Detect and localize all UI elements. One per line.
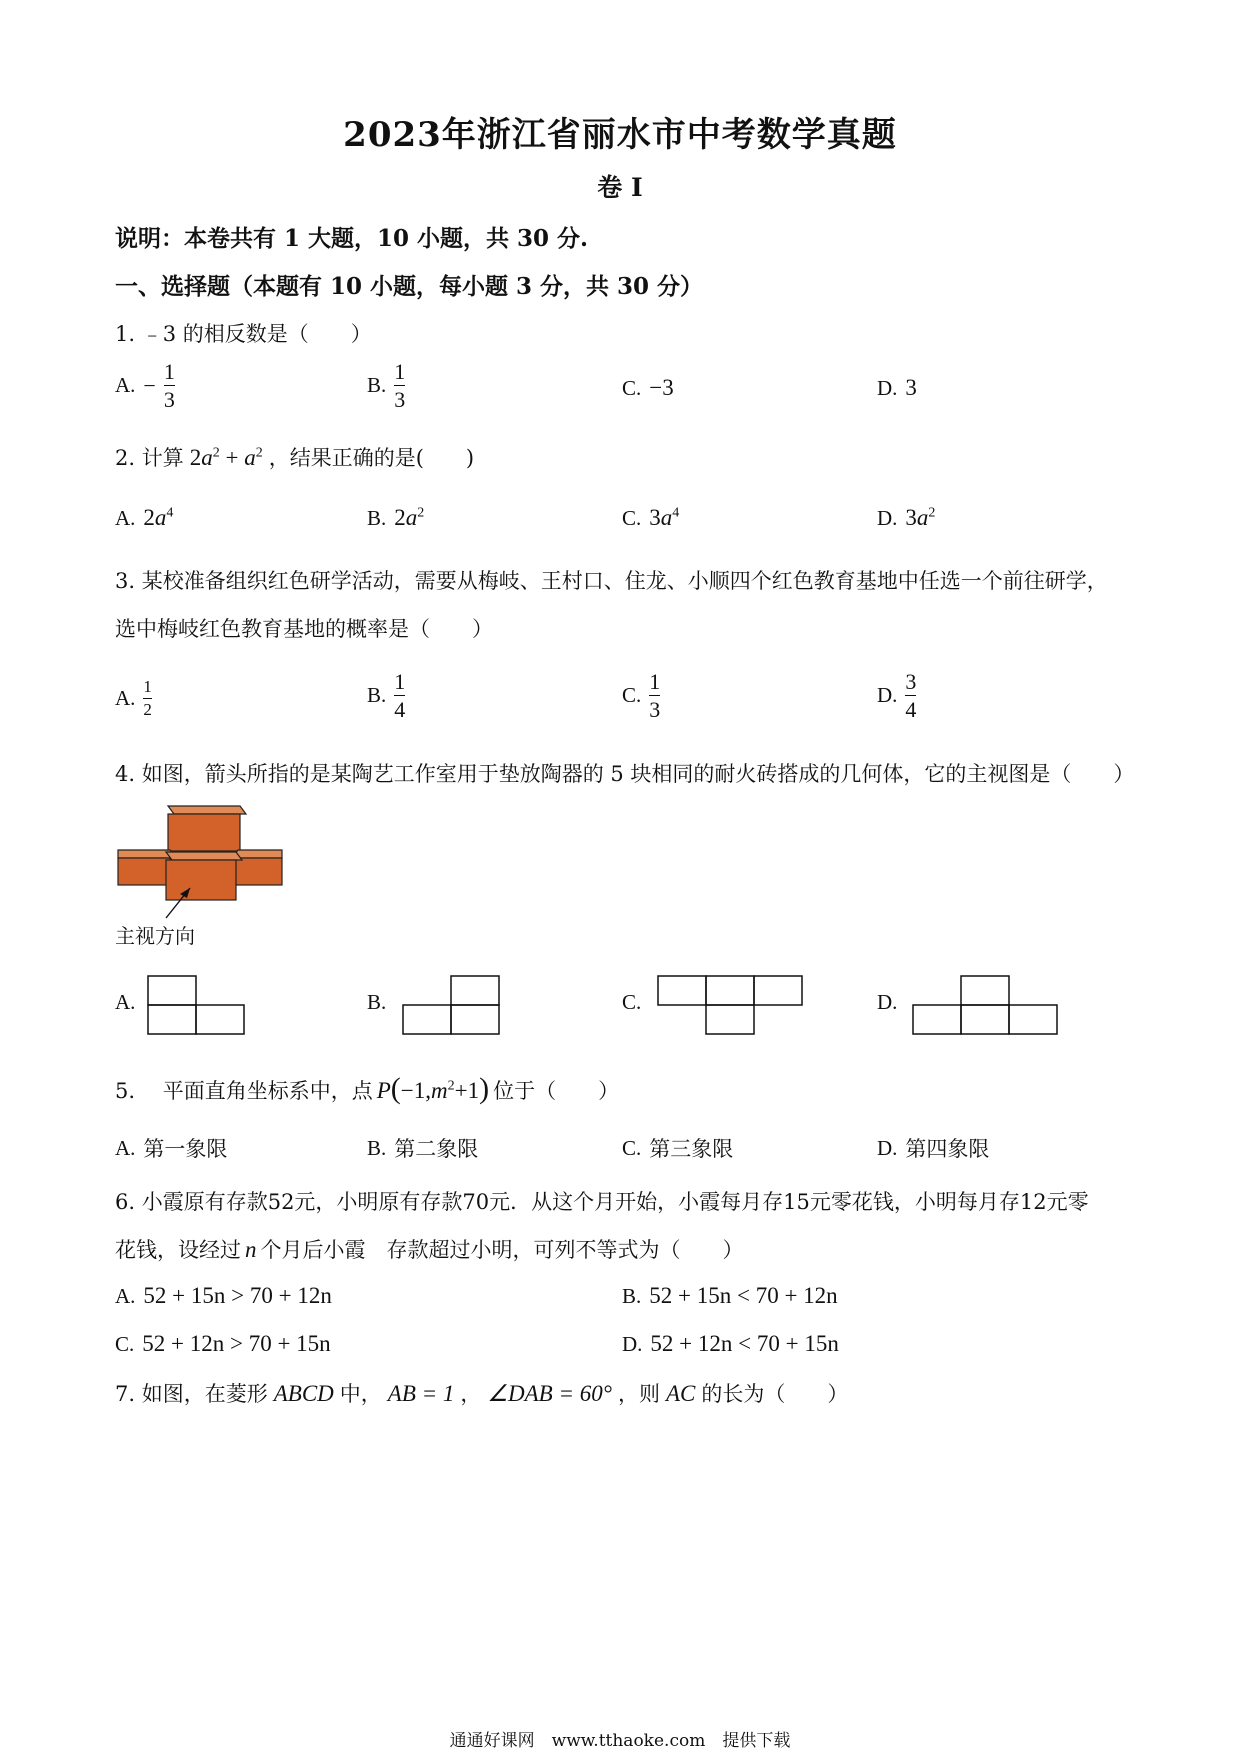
question-4-option-a: A. [115,990,136,1014]
fraction-numerator: 1 [163,359,175,384]
question-2-option-c: C. $3a^4$ [622,505,680,530]
page-title: 2023年浙江省丽水市中考数学真题 [343,115,897,155]
front-view-d [912,975,1062,1035]
fraction-numerator: 1 [394,359,406,384]
question-text: 2. 计算 [115,446,184,470]
instructions: 说明：本卷共有 1 大题，10 小题，共 30 分. [115,225,589,252]
question-5-option-a: A. 第一象限 [115,1135,228,1161]
question-6-stem-line1: 6. 小霞原有存款52元，小明原有存款70元．从这个月开始，小霞每月存15元零花钱，小明每月存12元零 [115,1190,1089,1214]
option-value: −3 [649,375,674,400]
question-1-option-c [622,375,674,401]
option-letter: C. [622,375,642,400]
question-1-option-d [877,375,917,401]
question-2-option-d: D. $3a^2$ [877,505,936,530]
brick-top [168,806,246,851]
question-7-stem: 7. 如图，在菱形 ABCD 中， AB = 1 ， ∠DAB = 60° ，则 AC 的长为（ ） [115,1381,849,1406]
question-4-option-c: C. [622,990,642,1014]
question-6-option-c: C. 52 + 12n > 70 + 15n [115,1331,331,1356]
question-5-option-d: D. 第四象限 [877,1135,990,1161]
brick-stack-figure [110,800,290,930]
option-sign: − [143,372,156,398]
brick-front [166,852,242,900]
question-4-stem: 4. 如图，箭头所指的是某陶艺工作室用于垫放陶器的 5 块相同的耐火砖搭成的几何体，它的主视图是（ ） [115,762,1135,786]
point-expression: $P(-1,m^2+1)$ [376,1072,490,1105]
question-5-option-b: B. 第二象限 [367,1135,479,1161]
front-view-c [657,975,807,1035]
section-heading: 一、选择题（本题有 10 小题，每小题 3 分，共 30 分） [115,273,704,300]
question-text: 位于（ ） [493,1079,620,1103]
brick-back-right [232,850,282,885]
question-1-option-a [115,360,175,411]
question-4-option-b: B. [367,990,387,1014]
option-letter: D. [877,375,898,400]
question-3-stem-line2: 选中梅岐红色教育基地的概率是（ ） [115,617,493,641]
question-3-stem-line1: 3. 某校准备组织红色研学活动，需要从梅岐、王村口、住龙、小顺四个红色教育基地中任选一个前往研学， [115,569,1108,593]
question-2-option-a: A. $2a^4$ [115,505,174,530]
expression: $2a^2 + a^2$ [189,445,263,470]
option-letter: A. [115,373,136,398]
front-view-a [147,975,247,1035]
question-3-option-c: C. $\frac{1}{3}$ [622,669,661,723]
question-1-stem: 1. ﹣3 的相反数是（ ） [115,322,372,346]
question-4-option-d: D. [877,990,898,1014]
question-6-option-a: A. 52 + 15n > 70 + 12n [115,1283,332,1308]
question-6-option-b: B. 52 + 15n < 70 + 12n [622,1283,838,1308]
question-text: 5. 平面直角坐标系中，点 [115,1079,373,1103]
question-5-option-c: C. 第三象限 [622,1135,734,1161]
question-6-option-d: D. 52 + 12n < 70 + 15n [622,1331,839,1356]
fraction-denominator: 3 [163,387,175,413]
question-1-option-b [367,360,405,411]
fraction-denominator: 3 [394,387,406,413]
option-value: 3 [905,375,917,400]
option-letter: B. [367,373,387,398]
view-direction-label: 主视方向 [115,924,195,948]
question-text: ，结果正确的是( ) [268,446,475,470]
question-5-stem [115,1072,619,1106]
question-3-option-d: D. $\frac{3}{4}$ [877,669,917,723]
page-footer: 通通好课网 www.tthaoke.com 提供下载 [449,1731,791,1751]
question-3-option-a: A. $\frac{1}{2}$ [115,677,152,719]
front-view-b [402,975,502,1035]
question-3-option-b: B. $\frac{1}{4}$ [367,669,406,723]
question-2-stem [115,442,474,472]
question-2-option-b: B. $2a^2$ [367,505,425,530]
question-6-stem-line2: 花钱，设经过 n 个月后小霞 存款超过小明，可列不等式为（ ） [115,1237,744,1262]
paper-part-title: 卷 I [597,173,643,202]
